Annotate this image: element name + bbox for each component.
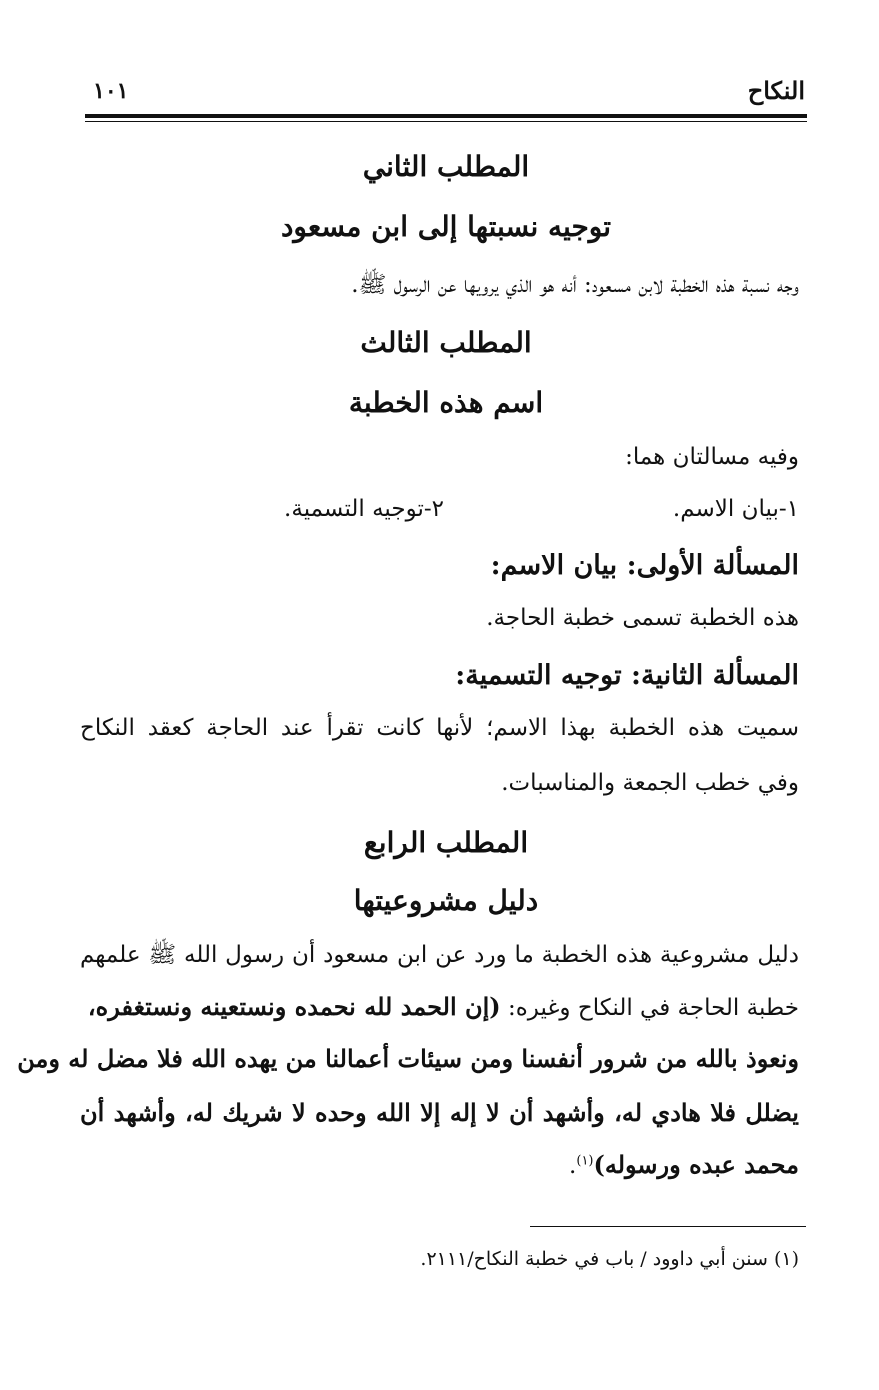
hadith-end: محمد عبده ورسوله) [593, 1150, 799, 1179]
page-number: ١٠١ [93, 78, 129, 104]
running-header [85, 76, 805, 112]
footnote-text: (١) سنن أبي داوود / باب في خطبة النكاح/٢١١١. [420, 1248, 799, 1270]
section-3-title: المطلب الثالث [360, 326, 532, 359]
question-2-line-1: سميت هذه الخطبة بهذا الاسم؛ لأنها كانت تقرأ عند الحاجة كعقد النكاح [80, 715, 799, 741]
hadith-end-period: . [569, 1153, 577, 1179]
section-4-line-1: دليل مشروعية هذه الخطبة ما ورد عن ابن مسعود أن رسول الله ﷺ علمهم [80, 942, 799, 968]
section-3-subtitle: اسم هذه الخطبة [348, 386, 544, 419]
hadith-line-4: يضلل فلا هادي له، وأشهد أن لا إله إلا الله وحده لا شريك له، وأشهد أن [80, 1098, 799, 1127]
header-rule-thin [85, 121, 807, 122]
question-1-title: المسألة الأولى: بيان الاسم: [490, 550, 799, 581]
header-rule-thick [85, 114, 807, 118]
section-2-subtitle: توجيه نسبتها إلى ابن مسعود [280, 210, 612, 243]
hadith-start: (إن الحمد لله نحمده ونستعينه ونستغفره، [87, 992, 501, 1021]
section-3-intro: وفيه مسالتان هما: [625, 444, 799, 470]
footnote-rule [530, 1226, 806, 1227]
running-title: النكاح [747, 76, 805, 105]
question-2-line-2: وفي خطب الجمعة والمناسبات. [501, 770, 799, 796]
footnote-ref: (١) [576, 1153, 594, 1169]
hadith-line-3: ونعوذ بالله من شرور أنفسنا ومن سيئات أعمالنا من يهده الله فلا مضل له ومن [17, 1044, 799, 1073]
question-2-title: المسألة الثانية: توجيه التسمية: [455, 660, 799, 691]
section-2-title: المطلب الثاني [362, 150, 530, 183]
section-4-line-2-plain: خطبة الحاجة في النكاح وغيره: [500, 995, 799, 1021]
hadith-line-5 [80, 1150, 799, 1179]
section-4-title: المطلب الرابع [363, 826, 529, 859]
list-item-1: ١-بيان الاسم. [672, 496, 799, 522]
list-item-2: ٢-توجيه التسمية. [284, 496, 444, 522]
section-4-line-2 [80, 992, 799, 1021]
section-4-subtitle: دليل مشروعيتها [353, 884, 539, 917]
section-2-text: وجه نسبة هذه الخطبة لابن مسعود: أنه هو الذي يرويها عن الرسول ﷺ. [351, 272, 799, 298]
question-1-text: هذه الخطبة تسمى خطبة الحاجة. [486, 605, 799, 631]
